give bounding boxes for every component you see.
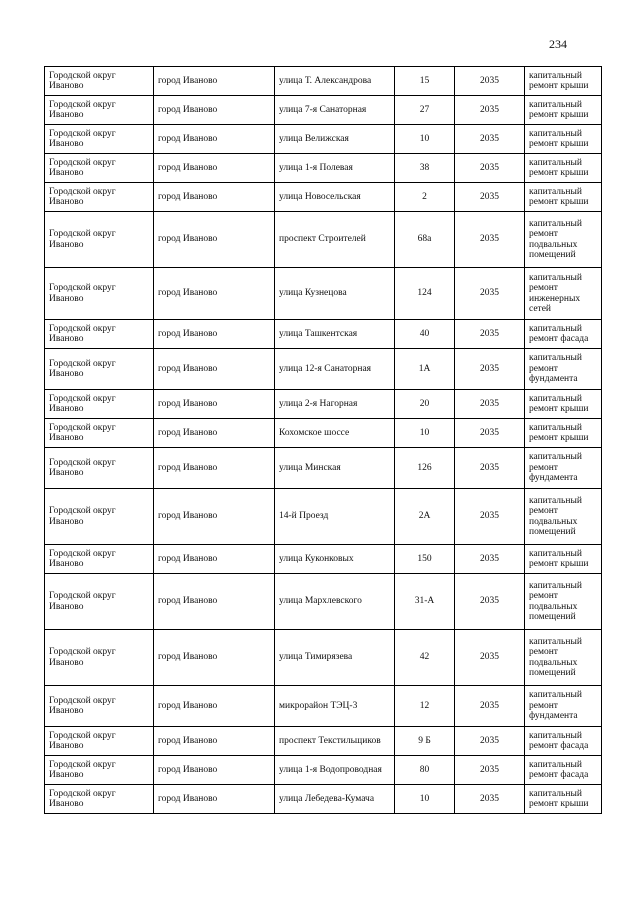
cell-year: 2035 (455, 390, 525, 419)
cell-district: Городской округ Иваново (45, 96, 154, 125)
cell-street: проспект Строителей (275, 212, 395, 268)
cell-district: Городской округ Иваново (45, 545, 154, 574)
table-row (45, 489, 602, 545)
cell-number: 126 (395, 448, 455, 489)
repair-schedule-table (44, 66, 602, 814)
cell-work: капитальный ремонт подвальных помещений (525, 630, 602, 686)
cell-city: город Иваново (154, 574, 275, 630)
cell-district: Городской округ Иваново (45, 67, 154, 96)
table-row (45, 785, 602, 814)
table-row (45, 574, 602, 630)
cell-year: 2035 (455, 727, 525, 756)
cell-year: 2035 (455, 686, 525, 727)
cell-year: 2035 (455, 448, 525, 489)
cell-work: капитальный ремонт фундамента (525, 686, 602, 727)
cell-work: капитальный ремонт крыши (525, 96, 602, 125)
cell-street: улица Мархлевского (275, 574, 395, 630)
cell-street: улица Новосельская (275, 183, 395, 212)
cell-district: Городской округ Иваново (45, 419, 154, 448)
cell-district: Городской округ Иваново (45, 349, 154, 390)
table-row (45, 320, 602, 349)
cell-number: 12 (395, 686, 455, 727)
cell-district: Городской округ Иваново (45, 125, 154, 154)
cell-year: 2035 (455, 183, 525, 212)
cell-number: 10 (395, 125, 455, 154)
cell-street: улица Куконковых (275, 545, 395, 574)
cell-number: 31-А (395, 574, 455, 630)
table-row (45, 268, 602, 320)
cell-city: город Иваново (154, 96, 275, 125)
cell-number: 80 (395, 756, 455, 785)
cell-city: город Иваново (154, 349, 275, 390)
cell-number: 1А (395, 349, 455, 390)
cell-street: улица Велижская (275, 125, 395, 154)
cell-work: капитальный ремонт крыши (525, 125, 602, 154)
cell-district: Городской округ Иваново (45, 756, 154, 785)
cell-year: 2035 (455, 154, 525, 183)
table-row (45, 67, 602, 96)
cell-city: город Иваново (154, 212, 275, 268)
cell-work: капитальный ремонт крыши (525, 67, 602, 96)
cell-work: капитальный ремонт инженерных сетей (525, 268, 602, 320)
cell-work: капитальный ремонт фундамента (525, 349, 602, 390)
cell-street: улица 2-я Нагорная (275, 390, 395, 419)
table-row (45, 183, 602, 212)
cell-year: 2035 (455, 630, 525, 686)
cell-number: 2 (395, 183, 455, 212)
table-row (45, 349, 602, 390)
cell-district: Городской округ Иваново (45, 727, 154, 756)
cell-city: город Иваново (154, 320, 275, 349)
table-row (45, 390, 602, 419)
cell-street: улица 12-я Санаторная (275, 349, 395, 390)
cell-street: улица 1-я Полевая (275, 154, 395, 183)
cell-number: 42 (395, 630, 455, 686)
cell-district: Городской округ Иваново (45, 268, 154, 320)
table-row (45, 686, 602, 727)
cell-city: город Иваново (154, 448, 275, 489)
table-row (45, 545, 602, 574)
table-row (45, 154, 602, 183)
cell-year: 2035 (455, 67, 525, 96)
cell-year: 2035 (455, 574, 525, 630)
table-row (45, 212, 602, 268)
cell-city: город Иваново (154, 125, 275, 154)
cell-city: город Иваново (154, 489, 275, 545)
table-row (45, 96, 602, 125)
cell-district: Городской округ Иваново (45, 785, 154, 814)
table-row (45, 756, 602, 785)
cell-year: 2035 (455, 756, 525, 785)
cell-district: Городской округ Иваново (45, 154, 154, 183)
cell-city: город Иваново (154, 785, 275, 814)
cell-city: город Иваново (154, 154, 275, 183)
cell-number: 68а (395, 212, 455, 268)
cell-street: улица 1-я Водопроводная (275, 756, 395, 785)
cell-number: 10 (395, 785, 455, 814)
cell-city: город Иваново (154, 67, 275, 96)
cell-work: капитальный ремонт крыши (525, 545, 602, 574)
cell-street: улица Т. Александрова (275, 67, 395, 96)
cell-city: город Иваново (154, 183, 275, 212)
cell-work: капитальный ремонт крыши (525, 785, 602, 814)
cell-street: улица Минская (275, 448, 395, 489)
cell-street: Кохомское шоссе (275, 419, 395, 448)
cell-year: 2035 (455, 212, 525, 268)
cell-work: капитальный ремонт фасада (525, 756, 602, 785)
cell-city: город Иваново (154, 545, 275, 574)
cell-year: 2035 (455, 268, 525, 320)
cell-work: капитальный ремонт крыши (525, 154, 602, 183)
cell-city: город Иваново (154, 686, 275, 727)
cell-district: Городской округ Иваново (45, 686, 154, 727)
cell-district: Городской округ Иваново (45, 489, 154, 545)
cell-district: Городской округ Иваново (45, 212, 154, 268)
cell-work: капитальный ремонт фасада (525, 320, 602, 349)
cell-work: капитальный ремонт крыши (525, 419, 602, 448)
table-row (45, 727, 602, 756)
cell-number: 20 (395, 390, 455, 419)
cell-year: 2035 (455, 349, 525, 390)
cell-district: Городской округ Иваново (45, 630, 154, 686)
cell-city: город Иваново (154, 419, 275, 448)
cell-year: 2035 (455, 320, 525, 349)
cell-street: улица Тимирязева (275, 630, 395, 686)
cell-number: 124 (395, 268, 455, 320)
cell-street: проспект Текстильщиков (275, 727, 395, 756)
cell-number: 2А (395, 489, 455, 545)
cell-number: 9 Б (395, 727, 455, 756)
cell-number: 40 (395, 320, 455, 349)
cell-year: 2035 (455, 125, 525, 154)
cell-work: капитальный ремонт фасада (525, 727, 602, 756)
cell-work: капитальный ремонт подвальных помещений (525, 489, 602, 545)
cell-city: город Иваново (154, 390, 275, 419)
cell-district: Городской округ Иваново (45, 390, 154, 419)
cell-city: город Иваново (154, 268, 275, 320)
cell-district: Городской округ Иваново (45, 320, 154, 349)
cell-street: улица Кузнецова (275, 268, 395, 320)
cell-district: Городской округ Иваново (45, 183, 154, 212)
cell-year: 2035 (455, 545, 525, 574)
table-row (45, 419, 602, 448)
cell-year: 2035 (455, 419, 525, 448)
cell-year: 2035 (455, 785, 525, 814)
cell-number: 27 (395, 96, 455, 125)
cell-work: капитальный ремонт подвальных помещений (525, 212, 602, 268)
cell-number: 38 (395, 154, 455, 183)
cell-number: 10 (395, 419, 455, 448)
table-row (45, 630, 602, 686)
cell-district: Городской округ Иваново (45, 574, 154, 630)
page-number: 234 (549, 37, 567, 51)
cell-work: капитальный ремонт подвальных помещений (525, 574, 602, 630)
cell-city: город Иваново (154, 756, 275, 785)
cell-district: Городской округ Иваново (45, 448, 154, 489)
table-row (45, 125, 602, 154)
cell-street: улица 7-я Санаторная (275, 96, 395, 125)
cell-street: улица Ташкентская (275, 320, 395, 349)
cell-number: 150 (395, 545, 455, 574)
cell-work: капитальный ремонт фундамента (525, 448, 602, 489)
cell-city: город Иваново (154, 727, 275, 756)
cell-year: 2035 (455, 489, 525, 545)
cell-street: микрорайон ТЭЦ-3 (275, 686, 395, 727)
cell-street: улица Лебедева-Кумача (275, 785, 395, 814)
cell-work: капитальный ремонт крыши (525, 183, 602, 212)
table-row (45, 448, 602, 489)
cell-year: 2035 (455, 96, 525, 125)
cell-street: 14-й Проезд (275, 489, 395, 545)
cell-work: капитальный ремонт крыши (525, 390, 602, 419)
cell-city: город Иваново (154, 630, 275, 686)
cell-number: 15 (395, 67, 455, 96)
